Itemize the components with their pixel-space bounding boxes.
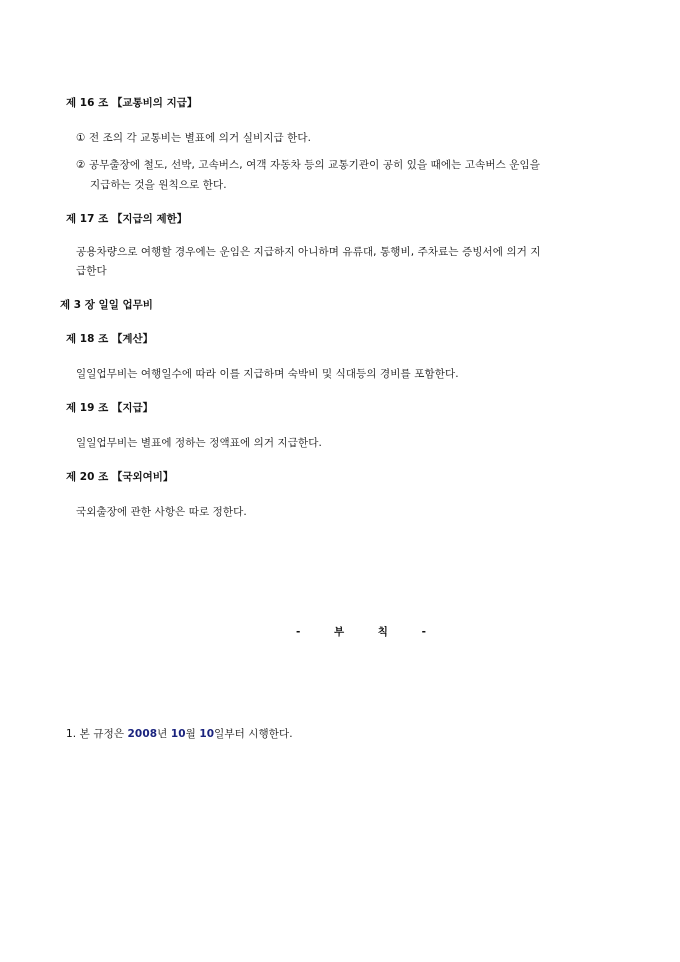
article-16-heading: 제 16 조 【교통비의 지급】 [66,97,198,109]
article-19-heading: 제 19 조 【지급】 [66,402,154,414]
appendix-title: - 부 칙 - [296,626,426,638]
article-16-item-2-line-2: 지급하는 것을 원칙으로 한다. [90,179,227,191]
article-19-body: 일일업무비는 별표에 정하는 정액표에 의거 지급한다. [76,437,322,449]
article-17-body-line-2: 급한다 [76,265,107,277]
chapter-3-heading: 제 3 장 일일 업무비 [60,299,153,311]
effective-month: 10 [170,728,186,740]
article-20-heading: 제 20 조 【국외여비】 [66,471,174,483]
article-17-body-line-1: 공용차량으로 여행할 경우에는 운임은 지급하지 아니하며 유류대, 통행비, 주차료는 증빙서에 의거 지 [76,246,541,258]
article-20-body: 국외출장에 관한 사항은 따로 정한다. [76,506,247,518]
article-18-body: 일일업무비는 여행일수에 따라 이를 지급하며 숙박비 및 식대등의 경비를 포함한다. [76,368,459,380]
effective-day: 10 [199,728,215,740]
article-16-item-1: ① 전 조의 각 교통비는 별표에 의거 실비지급 한다. [76,132,312,144]
appendix-item-prefix: 1. 본 규정은 [66,728,128,740]
appendix-item-1 [66,727,293,741]
effective-year: 2008 [127,728,158,740]
year-unit: 년 [157,728,171,740]
article-17-heading: 제 17 조 【지급의 제한】 [66,213,188,225]
appendix-item-suffix: 일부터 시행한다. [214,728,293,740]
month-unit: 월 [185,728,200,740]
article-16-item-2-line-1: ② 공무출장에 철도, 선박, 고속버스, 여객 자동차 등의 교통기관이 공히 있을 때에는 고속버스 운임을 [76,159,540,171]
article-18-heading: 제 18 조 【계산】 [66,333,154,345]
